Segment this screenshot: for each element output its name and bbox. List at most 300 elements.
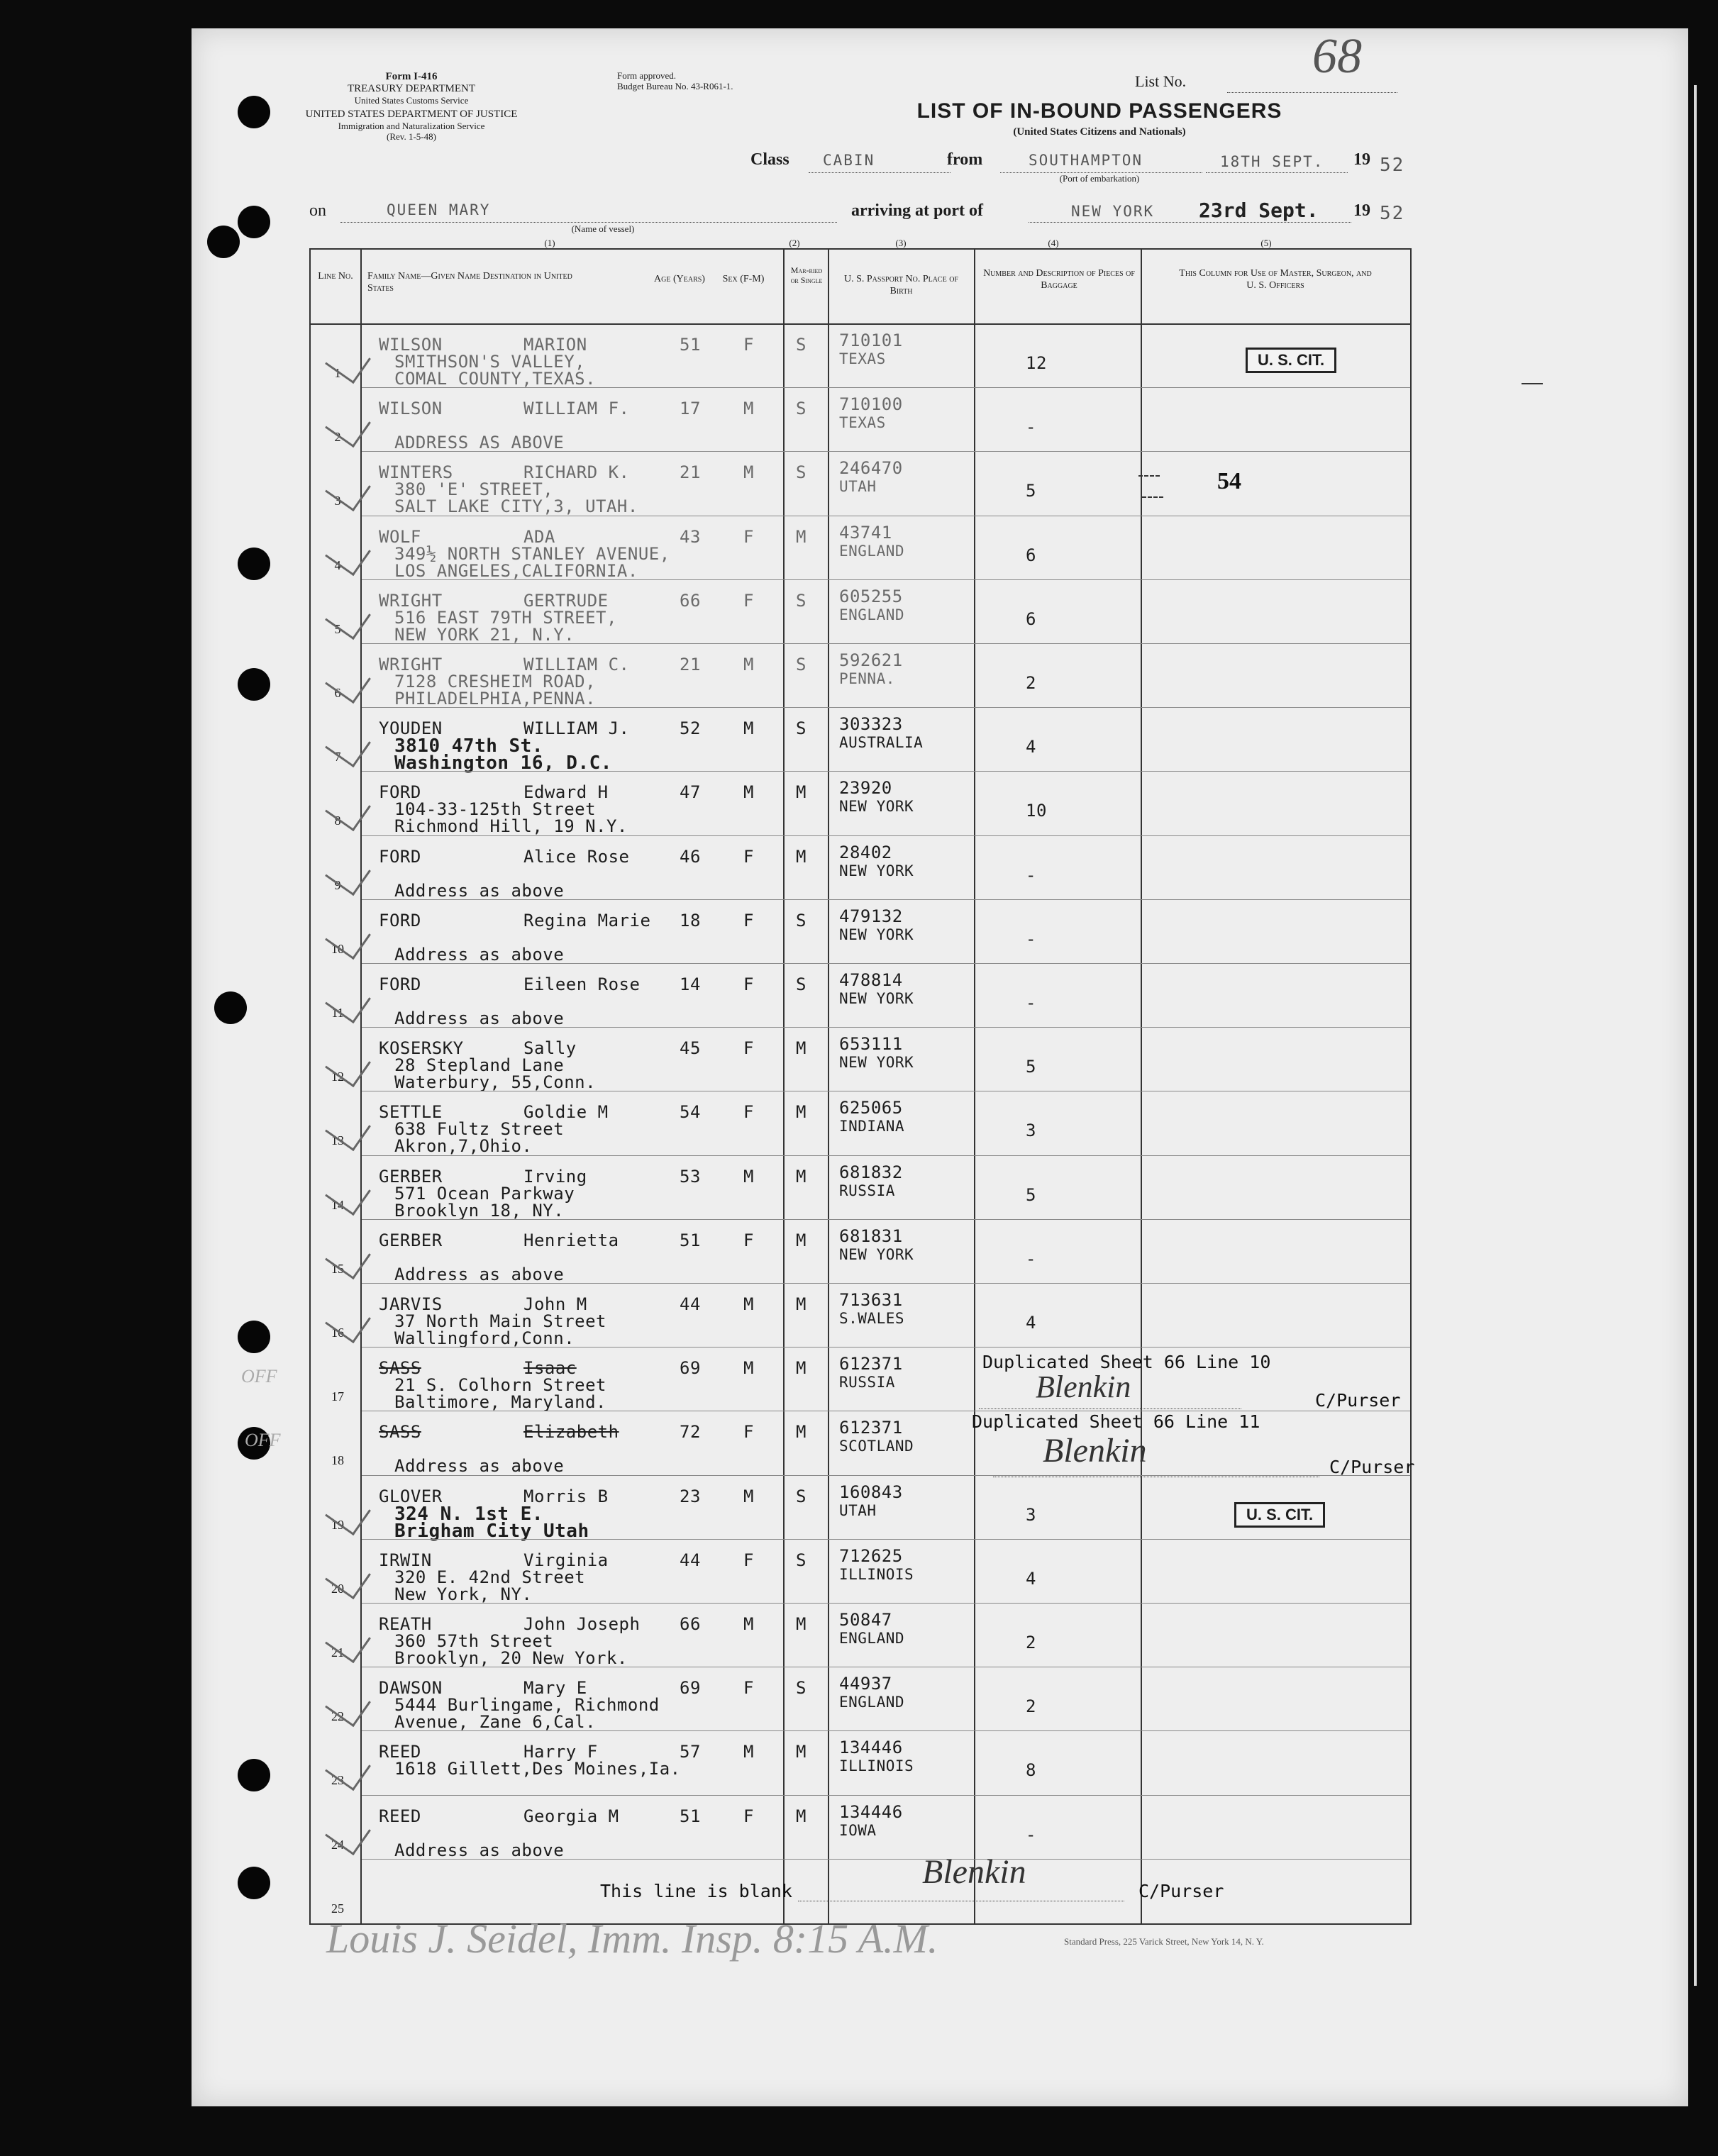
- passport-number: 23920: [839, 778, 892, 799]
- surname: GLOVER: [379, 1486, 443, 1506]
- passport-number: 246470: [839, 458, 903, 479]
- given-name: Georgia M: [523, 1806, 619, 1826]
- baggage-count: 6: [1026, 545, 1036, 565]
- age: 51: [680, 1806, 701, 1826]
- line-number: 12: [331, 1069, 344, 1084]
- given-name: Edward H: [523, 782, 609, 803]
- baggage-count: 2: [1026, 1633, 1036, 1652]
- address-line-2: Brooklyn, 20 New York.: [394, 1648, 628, 1668]
- marital-status: M: [796, 1806, 807, 1826]
- line-number: 22: [331, 1709, 344, 1724]
- surname: KOSERSKY: [379, 1038, 464, 1059]
- surname: REED: [379, 1806, 421, 1826]
- surname: REED: [379, 1742, 421, 1762]
- surname: JARVIS: [379, 1294, 443, 1314]
- punch-hole: [238, 1759, 270, 1791]
- passport-number: 479132: [839, 906, 903, 926]
- passport-number: 160843: [839, 1482, 903, 1502]
- place-of-birth: ILLINOIS: [839, 1757, 914, 1775]
- given-name: ADA: [523, 526, 555, 547]
- line-number: 14: [331, 1197, 344, 1212]
- class-label: Class: [750, 150, 789, 169]
- duplicate-note-18: Duplicated Sheet 66 Line 11: [972, 1411, 1260, 1432]
- given-name: Sally: [523, 1038, 577, 1059]
- address-line-1: 349½ NORTH STANLEY AVENUE,: [394, 543, 670, 564]
- column-number: (2): [789, 238, 800, 248]
- baggage-count: -: [1026, 928, 1036, 949]
- place-of-birth: TEXAS: [839, 350, 886, 367]
- punch-hole: [238, 1867, 270, 1899]
- given-name: Elizabeth: [523, 1422, 619, 1443]
- place-of-birth: UTAH: [839, 1501, 877, 1519]
- line-number: 11: [331, 1006, 344, 1020]
- place-of-birth: ENGLAND: [839, 1630, 905, 1647]
- given-name: Virginia: [523, 1550, 609, 1570]
- age: 44: [680, 1550, 701, 1570]
- place-of-birth: ILLINOIS: [839, 1565, 914, 1583]
- sex: M: [743, 655, 754, 674]
- address-line-2: NEW YORK 21, N.Y.: [394, 624, 575, 645]
- age: 57: [680, 1742, 701, 1762]
- line-number: 17: [331, 1389, 344, 1404]
- total-count: 54: [1217, 468, 1241, 494]
- arrival-year-prefix: 19: [1353, 201, 1370, 220]
- table-row: [311, 643, 1410, 707]
- us-cit-stamp: U. S. CIT.: [1246, 348, 1336, 373]
- baggage-count: 3: [1026, 1121, 1036, 1141]
- passport-number: 681831: [839, 1226, 903, 1246]
- age: 51: [680, 335, 701, 355]
- surname: WINTERS: [379, 462, 453, 483]
- vessel-line: [340, 222, 837, 223]
- passport-number: 712625: [839, 1545, 903, 1566]
- table-row: [311, 963, 1410, 1027]
- place-of-birth: NEW YORK: [839, 926, 914, 943]
- address-line-1: 571 Ocean Parkway: [394, 1183, 575, 1204]
- margin-dash: [1142, 496, 1163, 498]
- address-line-2: LOS ANGELES,CALIFORNIA.: [394, 560, 638, 581]
- marital-status: M: [796, 1614, 807, 1634]
- given-name: Alice Rose: [523, 846, 630, 867]
- passport-number: 612371: [839, 1418, 903, 1438]
- passport-number: 713631: [839, 1290, 903, 1310]
- sex: M: [743, 1614, 754, 1634]
- baggage-count: 12: [1026, 353, 1047, 373]
- place-of-birth: RUSSIA: [839, 1182, 895, 1199]
- purser-dots: [979, 1408, 1241, 1409]
- line-number: 23: [331, 1773, 344, 1788]
- address-line-1: 320 E. 42nd Street: [394, 1567, 586, 1587]
- address-line-1: 1618 Gillett,Des Moines,Ia.: [394, 1759, 681, 1779]
- punch-hole: [238, 206, 270, 238]
- surname: GERBER: [379, 1230, 443, 1250]
- address-line-1: 21 S. Colhorn Street: [394, 1375, 606, 1396]
- arriving-label: arriving at port of: [851, 201, 983, 220]
- line-number: 2: [334, 430, 341, 445]
- sex: F: [743, 590, 754, 611]
- passport-number: 710101: [839, 330, 903, 350]
- address-line-2: Address as above: [394, 1008, 565, 1028]
- line-number: 7: [334, 750, 341, 765]
- place-of-birth: NEW YORK: [839, 1245, 914, 1263]
- age: 14: [680, 974, 701, 994]
- age: 54: [680, 1102, 701, 1123]
- sex: F: [743, 1038, 754, 1059]
- given-name: WILLIAM C.: [523, 655, 630, 674]
- passport-number: 28402: [839, 842, 892, 862]
- surname: FORD: [379, 974, 421, 994]
- from-label: from: [947, 150, 983, 169]
- port-caption: (Port of embarkation): [1059, 173, 1140, 184]
- line-number: 20: [331, 1581, 344, 1596]
- address-line-2: SALT LAKE CITY,3, UTAH.: [394, 496, 638, 517]
- marital-status: S: [796, 974, 807, 994]
- passport-number: 303323: [839, 714, 903, 735]
- sex: F: [743, 335, 754, 355]
- address-line-1: 28 Stepland Lane: [394, 1055, 565, 1076]
- given-name: WILLIAM J.: [523, 718, 630, 739]
- surname: GERBER: [379, 1166, 443, 1187]
- table-row: [311, 1859, 1410, 1923]
- baggage-count: 3: [1026, 1504, 1036, 1525]
- surname: FORD: [379, 782, 421, 803]
- approval-block: [617, 71, 802, 92]
- col-head-married: Mar-ried or Single: [790, 265, 823, 286]
- surname: WRIGHT: [379, 655, 443, 674]
- baggage-count: 10: [1026, 801, 1047, 821]
- marital-status: M: [796, 1102, 807, 1123]
- baggage-count: 4: [1026, 737, 1036, 757]
- col-head-sex: Sex (F-M): [722, 274, 765, 284]
- passport-number: 653111: [839, 1034, 903, 1055]
- line-number: 8: [334, 813, 341, 828]
- address-line-1: 324 N. 1st E.: [394, 1503, 543, 1525]
- baggage-count: 4: [1026, 1568, 1036, 1589]
- column-number: (3): [895, 238, 907, 248]
- surname: IRWIN: [379, 1550, 432, 1570]
- year-prefix: 19: [1353, 150, 1370, 169]
- address-line-1: 638 Fultz Street: [394, 1119, 565, 1140]
- age: 53: [680, 1166, 701, 1187]
- on-label: on: [309, 201, 326, 220]
- address-line-2: Address as above: [394, 1264, 565, 1284]
- place-of-birth: NEW YORK: [839, 990, 914, 1007]
- marital-status: S: [796, 910, 807, 930]
- line-number: 19: [331, 1517, 344, 1532]
- place-of-birth: AUSTRALIA: [839, 734, 924, 752]
- customs-service: United States Customs Service: [354, 94, 469, 106]
- ins-service: Immigration and Naturalization Service: [338, 120, 485, 131]
- table-row: [311, 1155, 1410, 1219]
- place-of-birth: IOWA: [839, 1821, 877, 1839]
- form-identifier: [298, 71, 525, 143]
- sex: F: [743, 974, 754, 994]
- off-mark: OFF: [245, 1430, 281, 1450]
- class-line: [809, 172, 951, 173]
- address-line-2: Baltimore, Maryland.: [394, 1392, 606, 1413]
- marital-status: M: [796, 1038, 807, 1059]
- duplicate-note-17: Duplicated Sheet 66 Line 10: [982, 1352, 1271, 1372]
- baggage-count: -: [1026, 1248, 1036, 1269]
- surname: FORD: [379, 846, 421, 867]
- age: 21: [680, 655, 701, 674]
- sex: F: [743, 1422, 754, 1443]
- age: 51: [680, 1230, 701, 1250]
- marital-status: M: [796, 1358, 807, 1379]
- column-number: (4): [1048, 238, 1059, 248]
- sex: F: [743, 526, 754, 547]
- sex: M: [743, 1742, 754, 1762]
- class-value: CABIN: [823, 152, 875, 169]
- sex: M: [743, 462, 754, 483]
- sex: M: [743, 1486, 754, 1506]
- passport-number: 681832: [839, 1162, 903, 1182]
- table-row: [311, 1219, 1410, 1283]
- baggage-count: 2: [1026, 1696, 1036, 1717]
- age: 23: [680, 1486, 701, 1506]
- purser-title: C/Purser: [1138, 1881, 1224, 1901]
- line-number: 3: [334, 494, 341, 509]
- surname: DAWSON: [379, 1678, 443, 1699]
- address-line-1: 3810 47th St.: [394, 735, 543, 757]
- purser-signature: Blenkin: [1036, 1369, 1131, 1404]
- line-number: 5: [334, 621, 341, 636]
- place-of-birth: INDIANA: [839, 1118, 905, 1135]
- from-value: SOUTHAMPTON: [1029, 152, 1143, 169]
- sex: M: [743, 1294, 754, 1314]
- arrival-year: 52: [1380, 203, 1405, 224]
- arrival-line: [1029, 222, 1351, 223]
- address-line-1: 360 57th Street: [394, 1631, 554, 1651]
- marital-status: S: [796, 590, 807, 611]
- table-row: [311, 1730, 1410, 1794]
- given-name: Isaac: [523, 1358, 577, 1379]
- address-line-2: Address as above: [394, 1456, 565, 1477]
- age: 66: [680, 1614, 701, 1634]
- passport-number: 592621: [839, 650, 903, 670]
- place-of-birth: NEW YORK: [839, 1054, 914, 1072]
- address-line-2: Washington 16, D.C.: [394, 752, 612, 774]
- table-row: [311, 1603, 1410, 1667]
- passport-number: 134446: [839, 1738, 903, 1758]
- place-of-birth: S.WALES: [839, 1310, 905, 1327]
- page-edge: [1694, 85, 1697, 1986]
- purser-title: C/Purser: [1315, 1390, 1401, 1411]
- inspector-note: Louis J. Seidel, Imm. Insp. 8:15 A.M.: [326, 1916, 938, 1962]
- punch-hole: [238, 548, 270, 580]
- sex: F: [743, 846, 754, 867]
- form-revision: (Rev. 1-5-48): [387, 130, 436, 142]
- address-line-2: Richmond Hill, 19 N.Y.: [394, 816, 628, 837]
- punch-hole: [238, 1321, 270, 1353]
- given-name: WILLIAM F.: [523, 399, 630, 419]
- column-number: (5): [1260, 238, 1272, 248]
- sex: F: [743, 1806, 754, 1826]
- table-row: [311, 1795, 1410, 1859]
- printer-credit: Standard Press, 225 Varick Street, New York 14, N. Y.: [1064, 1936, 1264, 1947]
- justice-dept: UNITED STATES DEPARTMENT OF JUSTICE: [305, 109, 518, 121]
- given-name: RICHARD K.: [523, 462, 630, 483]
- budget-bureau: Budget Bureau No. 43-R061-1.: [617, 80, 733, 91]
- treasury-dept: TREASURY DEPARTMENT: [347, 83, 476, 95]
- line-number: 1: [334, 366, 341, 380]
- baggage-count: 8: [1026, 1760, 1036, 1781]
- age: 47: [680, 782, 701, 803]
- surname: FORD: [379, 910, 421, 930]
- col-head-age: Age (Years): [654, 274, 705, 284]
- passport-number: 605255: [839, 586, 903, 606]
- vessel-value: QUEEN MARY: [387, 201, 491, 218]
- marital-status: M: [796, 1230, 807, 1250]
- baggage-count: -: [1026, 865, 1036, 885]
- passport-number: 43741: [839, 522, 892, 543]
- punch-hole: [238, 668, 270, 701]
- given-name: John M: [523, 1294, 587, 1314]
- baggage-count: 6: [1026, 609, 1036, 629]
- address-line-2: Akron,7,Ohio.: [394, 1136, 533, 1157]
- table-row: [311, 451, 1410, 515]
- marital-status: M: [796, 526, 807, 547]
- passport-number: 710100: [839, 394, 903, 415]
- address-line-2: Address as above: [394, 944, 565, 965]
- sex: F: [743, 1230, 754, 1250]
- given-name: Regina Marie: [523, 910, 651, 930]
- address-line-2: Waterbury, 55,Conn.: [394, 1072, 597, 1093]
- place-of-birth: RUSSIA: [839, 1374, 895, 1391]
- line-number: 18: [331, 1453, 344, 1468]
- purser-signature: Blenkin: [1043, 1432, 1147, 1469]
- given-name: John Joseph: [523, 1614, 641, 1634]
- surname: SETTLE: [379, 1102, 443, 1123]
- sex: M: [743, 718, 754, 739]
- passport-number: 134446: [839, 1801, 903, 1822]
- place-of-birth: ENGLAND: [839, 606, 905, 623]
- age: 21: [680, 462, 701, 483]
- line-number: 13: [331, 1133, 344, 1148]
- passenger-table: [309, 248, 1415, 1925]
- list-no-value: 68: [1312, 29, 1362, 84]
- address-line-1: 5444 Burlingame, Richmond: [394, 1695, 660, 1716]
- age: 69: [680, 1358, 701, 1379]
- place-of-birth: NEW YORK: [839, 862, 914, 879]
- given-name: Goldie M: [523, 1102, 609, 1123]
- embark-date: 18TH SEPT.: [1220, 153, 1324, 170]
- sex: F: [743, 1102, 754, 1123]
- table-row: [311, 516, 1410, 579]
- line-number: 24: [331, 1837, 344, 1852]
- address-line-1: 37 North Main Street: [394, 1311, 606, 1331]
- place-of-birth: NEW YORK: [839, 798, 914, 816]
- address-line-2: Address as above: [394, 1840, 565, 1860]
- line-number: 25: [331, 1901, 344, 1916]
- col-head-officers: This Column for Use of Master, Surgeon, and U. S. Officers: [1179, 268, 1372, 291]
- baggage-count: -: [1026, 417, 1036, 438]
- line-number: 10: [331, 941, 344, 956]
- given-name: Harry F: [523, 1742, 598, 1762]
- table-row: [311, 707, 1410, 774]
- age: 44: [680, 1294, 701, 1314]
- marital-status: S: [796, 399, 807, 419]
- off-mark: OFF: [241, 1366, 277, 1387]
- col-head-passport: U. S. Passport No. Place of Birth: [844, 274, 958, 296]
- marital-status: M: [796, 1742, 807, 1762]
- baggage-count: 5: [1026, 1184, 1036, 1205]
- passport-number: 478814: [839, 970, 903, 990]
- list-no-line: [1227, 92, 1397, 93]
- place-of-birth: ENGLAND: [839, 542, 905, 560]
- sex: F: [743, 1550, 754, 1570]
- form-number: Form I-416: [385, 71, 438, 82]
- age: 45: [680, 1038, 701, 1059]
- col-head-name: Family Name—Given Name Destination in United States: [367, 271, 572, 294]
- surname: YOUDEN: [379, 718, 443, 739]
- address-line-1: 7128 CRESHEIM ROAD,: [394, 672, 597, 691]
- table-row: [311, 899, 1410, 963]
- surname: SASS: [379, 1422, 421, 1443]
- age: 43: [680, 526, 701, 547]
- address-line-2: New York, NY.: [394, 1584, 533, 1604]
- marital-status: S: [796, 462, 807, 483]
- marital-status: M: [796, 846, 807, 867]
- address-line-1: 104-33-125th Street: [394, 799, 597, 820]
- passport-number: 44937: [839, 1674, 892, 1694]
- approval-text: Form approved.: [617, 70, 677, 81]
- baggage-count: 5: [1026, 481, 1036, 501]
- marital-status: S: [796, 718, 807, 739]
- address-line-2: Avenue, Zane 6,Cal.: [394, 1712, 597, 1733]
- age: 72: [680, 1422, 701, 1443]
- line-number: 4: [334, 557, 341, 572]
- marital-status: M: [796, 1166, 807, 1187]
- address-line-1: 380 'E' STREET,: [394, 479, 554, 500]
- baggage-count: 5: [1026, 1057, 1036, 1077]
- arrival-port: NEW YORK: [1071, 203, 1155, 220]
- arrival-date: 23rd Sept.: [1199, 199, 1319, 222]
- address-line-2: ADDRESS AS ABOVE: [394, 433, 565, 453]
- table-row: [311, 1091, 1410, 1155]
- age: 66: [680, 590, 701, 611]
- table-row: [311, 387, 1410, 451]
- given-name: Irving: [523, 1166, 587, 1187]
- sex: M: [743, 1166, 754, 1187]
- document-subtitle: (United States Citizens and Nationals): [1013, 126, 1186, 138]
- surname: WOLF: [379, 526, 421, 547]
- marital-status: M: [796, 1294, 807, 1314]
- given-name: GERTRUDE: [523, 590, 609, 611]
- address-line-2: Wallingford,Conn.: [394, 1328, 575, 1348]
- given-name: Henrietta: [523, 1230, 619, 1250]
- surname: SASS: [379, 1358, 421, 1379]
- given-name: Morris B: [523, 1486, 609, 1506]
- surname: WRIGHT: [379, 590, 443, 611]
- age: 17: [680, 399, 701, 419]
- line-number: 9: [334, 877, 341, 892]
- table-row: [311, 835, 1410, 899]
- vessel-caption: (Name of vessel): [571, 223, 635, 234]
- place-of-birth: UTAH: [839, 478, 877, 496]
- sex: M: [743, 782, 754, 803]
- address-line-1: 516 EAST 79TH STREET,: [394, 607, 617, 628]
- marital-status: S: [796, 335, 807, 355]
- baggage-count: -: [1026, 993, 1036, 1013]
- baggage-count: 2: [1026, 673, 1036, 693]
- table-row: [311, 1283, 1410, 1347]
- column-number: (1): [544, 238, 555, 248]
- table-row: [311, 771, 1410, 835]
- line-number: 15: [331, 1261, 344, 1276]
- marital-status: M: [796, 1422, 807, 1443]
- age: 69: [680, 1678, 701, 1699]
